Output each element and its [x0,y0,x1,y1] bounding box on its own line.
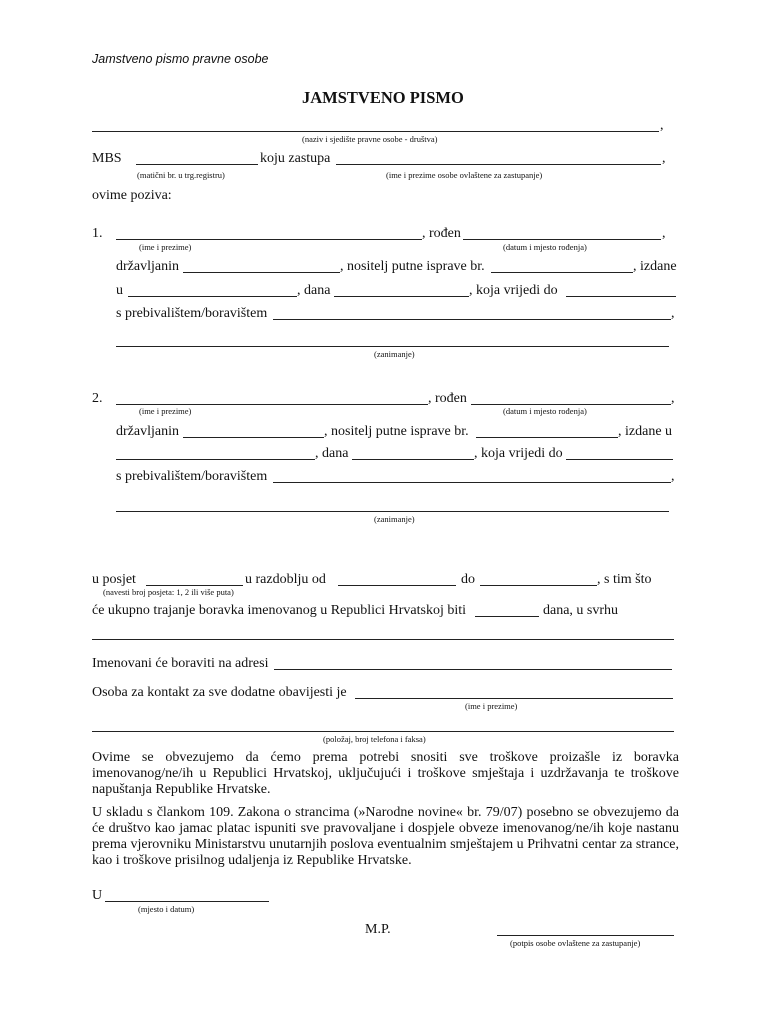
comma: , [671,469,675,484]
issued-date-field[interactable] [352,459,474,460]
place-date-field[interactable] [105,901,269,902]
company-name-field[interactable] [92,131,659,132]
date-label: , dana [297,283,331,298]
residence-field[interactable] [273,319,671,320]
passport-field[interactable] [491,272,633,273]
period-from-field[interactable] [338,585,456,586]
invites-label: ovime poziva: [92,188,172,203]
contact-name-hint: (ime i prezime) [465,701,518,711]
citizen-label: državljanin [116,259,179,274]
represented-label: koju zastupa [260,151,331,166]
occupation-hint: (zanimanje) [374,349,415,359]
issued-place-field[interactable] [128,296,297,297]
comma: , [671,391,675,406]
person-name-field[interactable] [116,404,428,405]
duration-field[interactable] [475,616,539,617]
date-label: , dana [315,446,349,461]
birth-field[interactable] [463,239,661,240]
valid-label: , koja vrijedi do [469,283,558,298]
visit-count-field[interactable] [146,585,243,586]
purpose-field[interactable] [92,639,674,640]
person-number: 2. [92,391,103,406]
valid-until-field[interactable] [566,296,676,297]
visit-label: u posjet [92,572,136,587]
signature-hint: (potpis osobe ovlaštene za zastupanje) [510,938,641,948]
representative-hint: (ime i prezime osobe ovlaštene za zastupanje) [386,170,543,180]
birth-hint: (datum i mjesto rođenja) [503,406,587,416]
passport-field[interactable] [476,437,618,438]
person-name-field[interactable] [116,239,422,240]
obligation-paragraph: Ovime se obvezujemo da ćemo prema potrebi snositi sve troškove proizašle iz boravka imenovanog/ne/ih u Republici Hrvatskoj, uključujući i troškove smještaja i uzdržavanja te troškove napuštanja Republike Hrvatske. [92,750,679,797]
issued-label: , izdane u [618,424,673,439]
contact-details-hint: (položaj, broj telefona i faksa) [323,734,426,744]
period-to-field[interactable] [480,585,597,586]
name-hint: (ime i prezime) [139,242,192,252]
comma: , [660,118,664,133]
issued-label: , izdane [633,259,677,274]
residence-field[interactable] [273,482,671,483]
stamp-label: M.P. [365,922,391,937]
mbs-field[interactable] [136,164,258,165]
address-field[interactable] [274,669,672,670]
duration-label: će ukupno trajanje boravka imenovanog u Republici Hrvatskoj biti [92,603,467,618]
so-label: , s tim što [597,572,652,587]
residence-label: s prebivalištem/boravištem [116,306,268,321]
valid-until-field[interactable] [566,459,673,460]
place-date-hint: (mjesto i datum) [138,904,195,914]
passport-label: , nositelj putne isprave br. [340,259,485,274]
issued-u-label: u [116,283,123,298]
citizenship-field[interactable] [183,437,324,438]
contact-label: Osoba za kontakt za sve dodatne obavijesti je [92,685,347,700]
comma: , [662,226,666,241]
comma: , [671,306,675,321]
address-label: Imenovani će boraviti na adresi [92,656,269,671]
mbs-hint: (matični br. u trg.registru) [137,170,225,180]
document-title: JAMSTVENO PISMO [302,88,464,107]
passport-label: , nositelj putne isprave br. [324,424,469,439]
citizenship-field[interactable] [183,272,340,273]
birth-field[interactable] [471,404,671,405]
birth-hint: (datum i mjesto rođenja) [503,242,587,252]
document-header: Jamstveno pismo pravne osobe [92,52,269,66]
period-label: u razdoblju od [245,572,326,587]
born-label: , rođen [428,391,467,406]
legal-paragraph: U skladu s člankom 109. Zakona o strancima (»Narodne novine« br. 79/07) posebno se obvezujemo da će društvo kao jamac platac ispuniti sve pravovaljane i dospjele obveze imenovanog/ne/ih koje nastanu prema vjerovniku Ministarstvu unutarnjih poslova eventualnim smještajem u Prihvatni centar za strance, kao i troškove prisilnog udaljenja iz Republike Hrvatske. [92,805,679,868]
comma: , [662,151,666,166]
representative-field[interactable] [336,164,661,165]
occupation-hint: (zanimanje) [374,514,415,524]
mbs-label: MBS [92,151,122,166]
signature-field[interactable] [497,935,674,936]
occupation-field[interactable] [116,511,669,512]
occupation-field[interactable] [116,346,669,347]
residence-label: s prebivalištem/boravištem [116,469,268,484]
to-label: do [461,572,475,587]
purpose-label: dana, u svrhu [543,603,619,618]
place-label: U [92,888,103,903]
born-label: , rođen [422,226,461,241]
company-name-hint: (naziv i sjedište pravne osobe - društva) [302,134,438,144]
citizen-label: državljanin [116,424,179,439]
issued-date-field[interactable] [334,296,469,297]
issued-place-field[interactable] [116,459,315,460]
contact-details-field[interactable] [92,731,674,732]
name-hint: (ime i prezime) [139,406,192,416]
visit-count-hint: (navesti broj posjeta: 1, 2 ili više puta) [103,587,234,597]
person-number: 1. [92,226,103,241]
contact-name-field[interactable] [355,698,673,699]
valid-label: , koja vrijedi do [474,446,563,461]
